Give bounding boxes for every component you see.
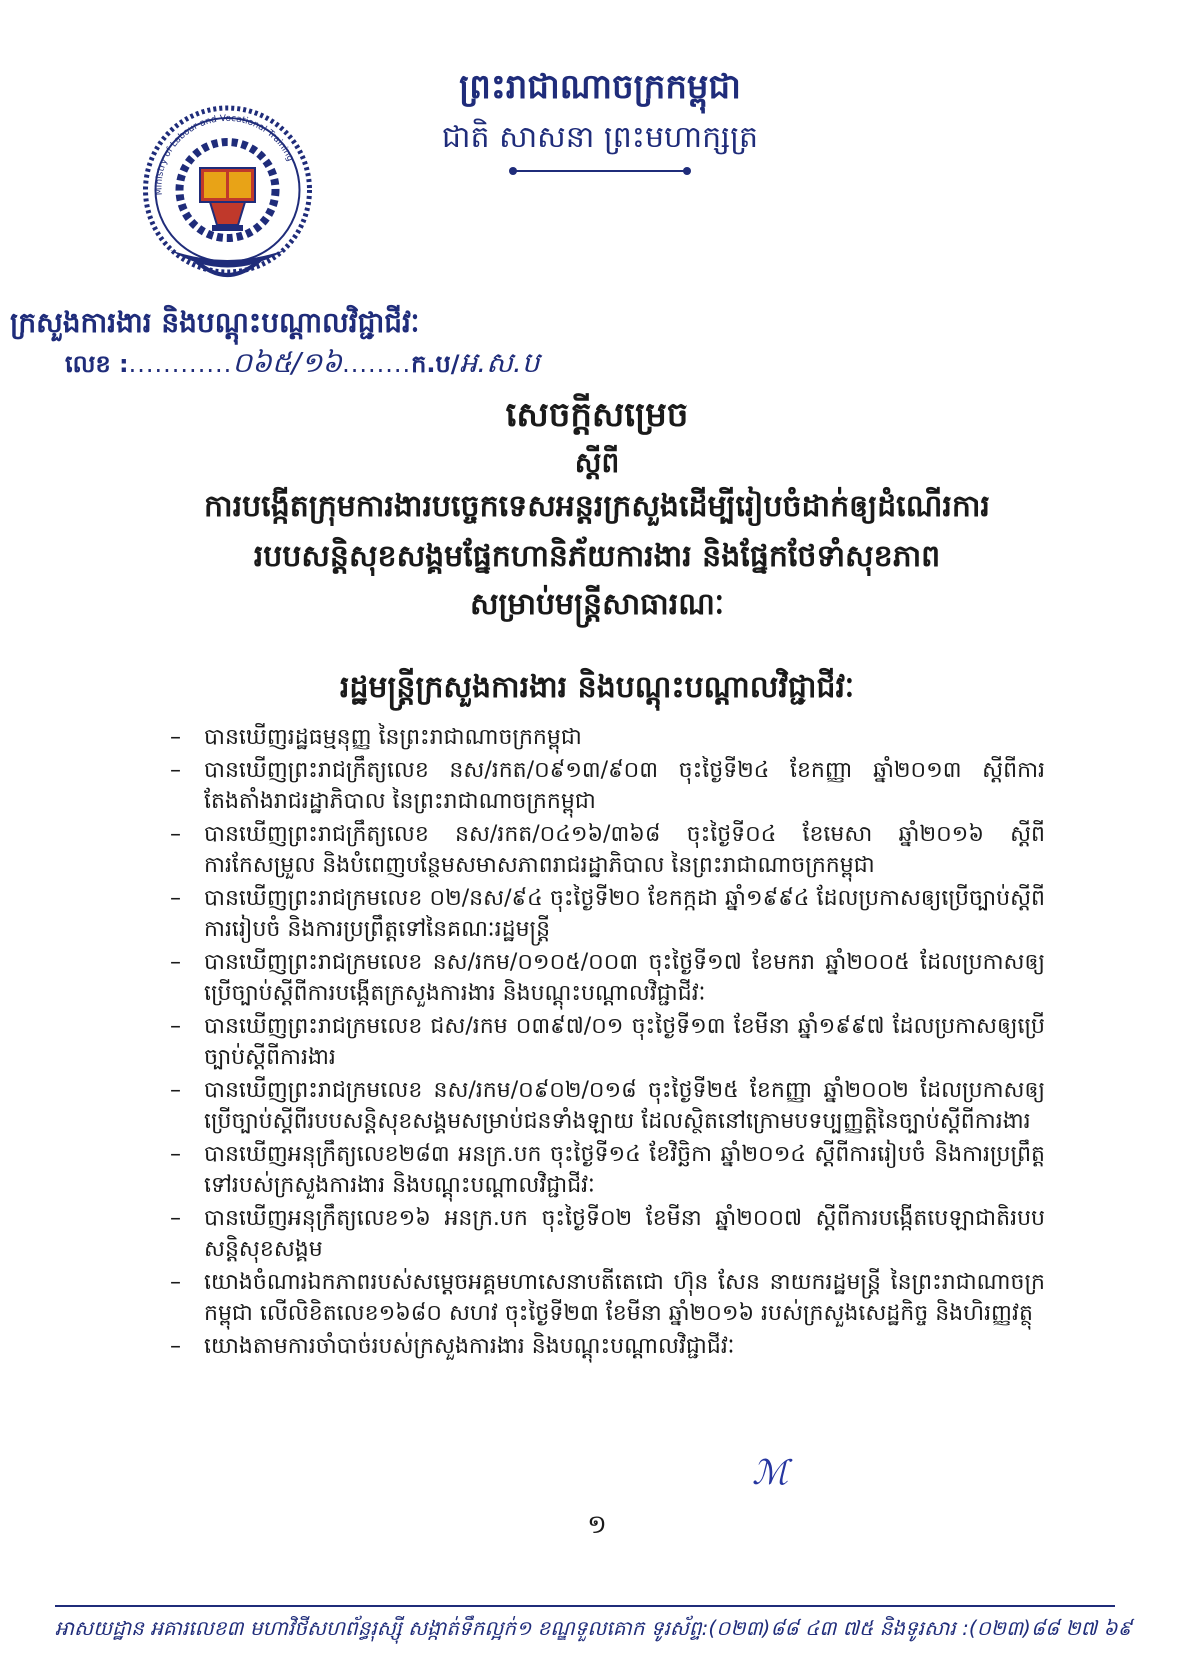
ref-handwritten-suffix: អ.ស.ប: [459, 346, 540, 379]
clause-item: – បានឃើញព្រះរាជក្រមលេខ នស/រកម/០១០៥/០០៣ ចុះថ្ងៃទី១៧ ខែមករា ឆ្នាំ២០០៥ ដែលប្រកាសឲ្យប្រើច្បាប់ស្តីពីការបង្កើតក្រសួងការងារ និងបណ្តុះបណ្តាលវិជ្ជាជីវៈ: [170, 947, 1045, 1009]
subject-line-1: ការបង្កើតក្រុមការងារបច្ចេកទេសអន្តរក្រសួងដើម្បីរៀបចំដាក់ឲ្យដំណើរការ: [204, 489, 990, 524]
ministry-name: ក្រសួងការងារ និងបណ្តុះបណ្តាលវិជ្ជាជីវៈ: [10, 306, 420, 339]
preamble-clauses: [170, 722, 1045, 1364]
clause-item: – បានឃើញព្រះរាជក្រមលេខ នស/រកម/០៩០២/០១៨ ចុះថ្ងៃទី២៥ ខែកញ្ញា ឆ្នាំ២០០២ ដែលប្រកាសឲ្យប្រើច្បាប់ស្តីពីរបបសន្តិសុខសង្គមសម្រាប់ជនទាំងឡាយ ដែលស្ថិតនៅក្រោមបទប្បញ្ញត្តិនៃច្បាប់ស្តីពីការងារ: [170, 1075, 1045, 1137]
ref-dots-right: ........: [342, 350, 412, 378]
clause-item: – យោងតាមការចាំបាច់របស់ក្រសួងការងារ និងបណ្តុះបណ្តាលវិជ្ជាជីវៈ: [170, 1331, 1045, 1362]
national-motto: ជាតិ សាសនា ព្រះមហាក្សត្រ: [441, 120, 759, 155]
ref-number: ០៦៥/១៦: [232, 346, 343, 379]
ref-dots-left: ............: [128, 350, 233, 378]
ref-suffix: ក.ប/: [411, 350, 460, 378]
clause-item: – បានឃើញរដ្ឋធម្មនុញ្ញ នៃព្រះរាជាណាចក្រកម្ពុជា: [170, 722, 1045, 753]
footer-address: អាសយដ្ឋាន អគារលេខ៣ មហាវិថីសហព័ន្ធរុស្ស៊ី សង្កាត់ទឹកល្អក់១ ខណ្ឌទួលគោក ទូរស័ព្ទ:(០២៣)៨៨ ៤៣ ៧៥ និងទូរសារ :(០២៣)៨៨ ២៧ ៦៩: [55, 1616, 1132, 1640]
page-number: ១: [587, 1510, 607, 1540]
signature-initial: ℳ: [752, 1453, 789, 1493]
ref-label: លេខ :: [65, 350, 129, 378]
subject-line-3: សម្រាប់មន្ត្រីសាធារណៈ: [469, 587, 725, 622]
subject-line-2: របបសន្តិសុខសង្គមផ្នែកហានិភ័យការងារ និងផ្នែកថែទាំសុខភាព: [253, 539, 941, 574]
ministry-logo: [140, 100, 315, 290]
clause-item: – បានឃើញព្រះរាជក្រមលេខ ជស/រកម ០៣៩៧/០១ ចុះថ្ងៃទី១៣ ខែមីនា ឆ្នាំ១៩៩៧ ដែលប្រកាសឲ្យប្រើច្បាប់ស្តីពីការងារ: [170, 1011, 1045, 1073]
clause-item: – បានឃើញព្រះរាជក្រឹត្យលេខ នស/រកត/០៩១៣/៩០៣ ចុះថ្ងៃទី២៤ ខែកញ្ញា ឆ្នាំ២០១៣ ស្តីពីការតែងតាំងរាជរដ្ឋាភិបាល នៃព្រះរាជាណាចក្រកម្ពុជា: [170, 755, 1045, 817]
clause-item: – បានឃើញព្រះរាជក្រឹត្យលេខ នស/រកត/០៤១៦/៣៦៨ ចុះថ្ងៃទី០៤ ខែមេសា ឆ្នាំ២០១៦ ស្តីពីការកែសម្រួល និងបំពេញបន្ថែមសមាសភាពរាជរដ្ឋាភិបាល នៃព្រះរាជាណាចក្រកម្ពុជា: [170, 819, 1045, 881]
minister-heading: រដ្ឋមន្ត្រីក្រសួងការងារ និងបណ្តុះបណ្តាលវិជ្ជាជីវៈ: [339, 670, 855, 705]
clause-item: – បានឃើញអនុក្រឹត្យលេខ២៨៣ អនក្រ.បក ចុះថ្ងៃទី១៤ ខែវិច្ឆិកា ឆ្នាំ២០១៤ ស្តីពីការរៀបចំ និងការប្រព្រឹត្តទៅរបស់ក្រសួងការងារ និងបណ្តុះបណ្តាលវិជ្ជាជីវៈ: [170, 1139, 1045, 1201]
document-title: សេចក្តីសម្រេច: [505, 395, 689, 435]
kingdom-heading: ព្រះរាជាណាចក្រកម្ពុជា: [459, 67, 741, 107]
reference-line: [65, 345, 540, 386]
footer-divider: [55, 1605, 1115, 1607]
document-about: ស្តីពី: [574, 446, 620, 479]
clause-item: – បានឃើញព្រះរាជក្រមលេខ ០២/នស/៩៤ ចុះថ្ងៃទី២០ ខែកក្កដា ឆ្នាំ១៩៩៤ ដែលប្រកាសឲ្យប្រើច្បាប់ស្តីពីការរៀបចំ និងការប្រព្រឹត្តទៅនៃគណៈរដ្ឋមន្ត្រី: [170, 883, 1045, 945]
clause-item: – យោងចំណារឯកភាពរបស់សម្តេចអគ្គមហាសេនាបតីតេជោ ហ៊ុន សែន នាយករដ្ឋមន្ត្រី នៃព្រះរាជាណាចក្រកម្ពុជា លើលិខិតលេខ១៦៨០ សហវ ចុះថ្ងៃទី២៣ ខែមីនា ឆ្នាំ២០១៦ របស់ក្រសួងសេដ្ឋកិច្ច និងហិរញ្ញវត្ថុ: [170, 1267, 1045, 1329]
motto-divider: [515, 170, 685, 172]
logo-arc-text: Ministry of Labour and Vocational Training: [154, 113, 295, 196]
clause-item: – បានឃើញអនុក្រឹត្យលេខ១៦ អនក្រ.បក ចុះថ្ងៃទី០២ ខែមីនា ឆ្នាំ២០០៧ ស្តីពីការបង្កើតបេឡាជាតិរបបសន្តិសុខសង្គម: [170, 1203, 1045, 1265]
